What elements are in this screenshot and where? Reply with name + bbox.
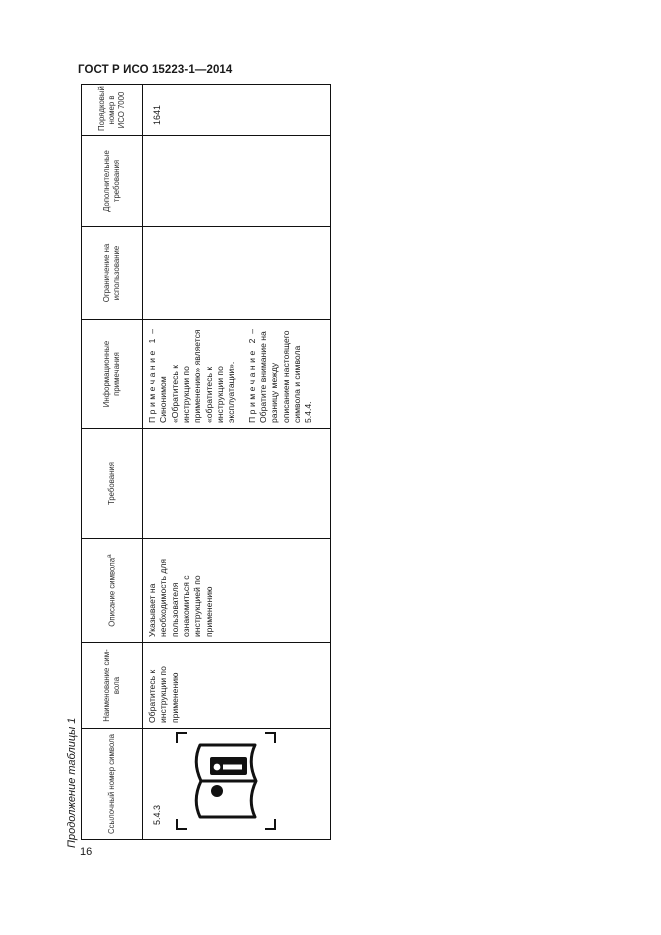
- rotated-table-wrapper: [81, 85, 331, 840]
- table-row: [143, 85, 331, 840]
- table-header-row: [82, 85, 143, 840]
- header-requirements: Требования: [82, 429, 143, 539]
- header-description: [82, 539, 143, 643]
- note-2-heading: Примечание 2: [246, 336, 257, 423]
- note-1-heading: Примечание 1: [147, 336, 157, 423]
- note-2-text: – Обратите внимание на разницу между описанием настоящего символа и символа 5.4.4.: [246, 328, 314, 423]
- header-description-footnote: a: [106, 554, 114, 558]
- cell-ref-number: [143, 729, 331, 840]
- header-usage-limits: Ограничение на использование: [82, 227, 143, 320]
- header-iso7000-number: Порядковый номер в ИСО 7000: [82, 85, 143, 136]
- note-1: [147, 325, 238, 423]
- cell-info-notes: [143, 320, 331, 429]
- header-description-text: Описание символа: [107, 557, 117, 627]
- cell-symbol-name: Обратитесь к инструкции по применению: [143, 643, 331, 729]
- document-header: ГОСТ Р ИСО 15223-1—2014: [78, 64, 233, 76]
- note-1-text: – Синонимом «Обратитесь к инструкции по применению» является «обратитесь к инструкции по эксплуатации».: [147, 328, 237, 423]
- page-number: 16: [80, 846, 93, 858]
- header-symbol-name: Наименование сим-вола: [82, 643, 143, 729]
- symbols-table: [81, 84, 331, 840]
- consult-instructions-book-icon: [175, 731, 277, 831]
- cell-iso7000-number: 1641: [143, 85, 331, 136]
- ref-number: 5.4.3: [152, 804, 162, 825]
- note-2: [247, 325, 315, 423]
- cell-additional-requirements: [143, 136, 331, 227]
- cell-requirements: [143, 429, 331, 539]
- table-caption: Продолжение таблицы 1: [66, 717, 78, 848]
- header-ref-number: Ссылочный номер символа: [82, 729, 143, 840]
- header-additional-requirements: Дополнительные требования: [82, 136, 143, 227]
- cell-usage-limits: [143, 227, 331, 320]
- header-info-notes: Информационные примечания: [82, 320, 143, 429]
- cell-description: Указывает на необходимость для пользователя ознакомиться с инструкцией по применению: [143, 539, 331, 643]
